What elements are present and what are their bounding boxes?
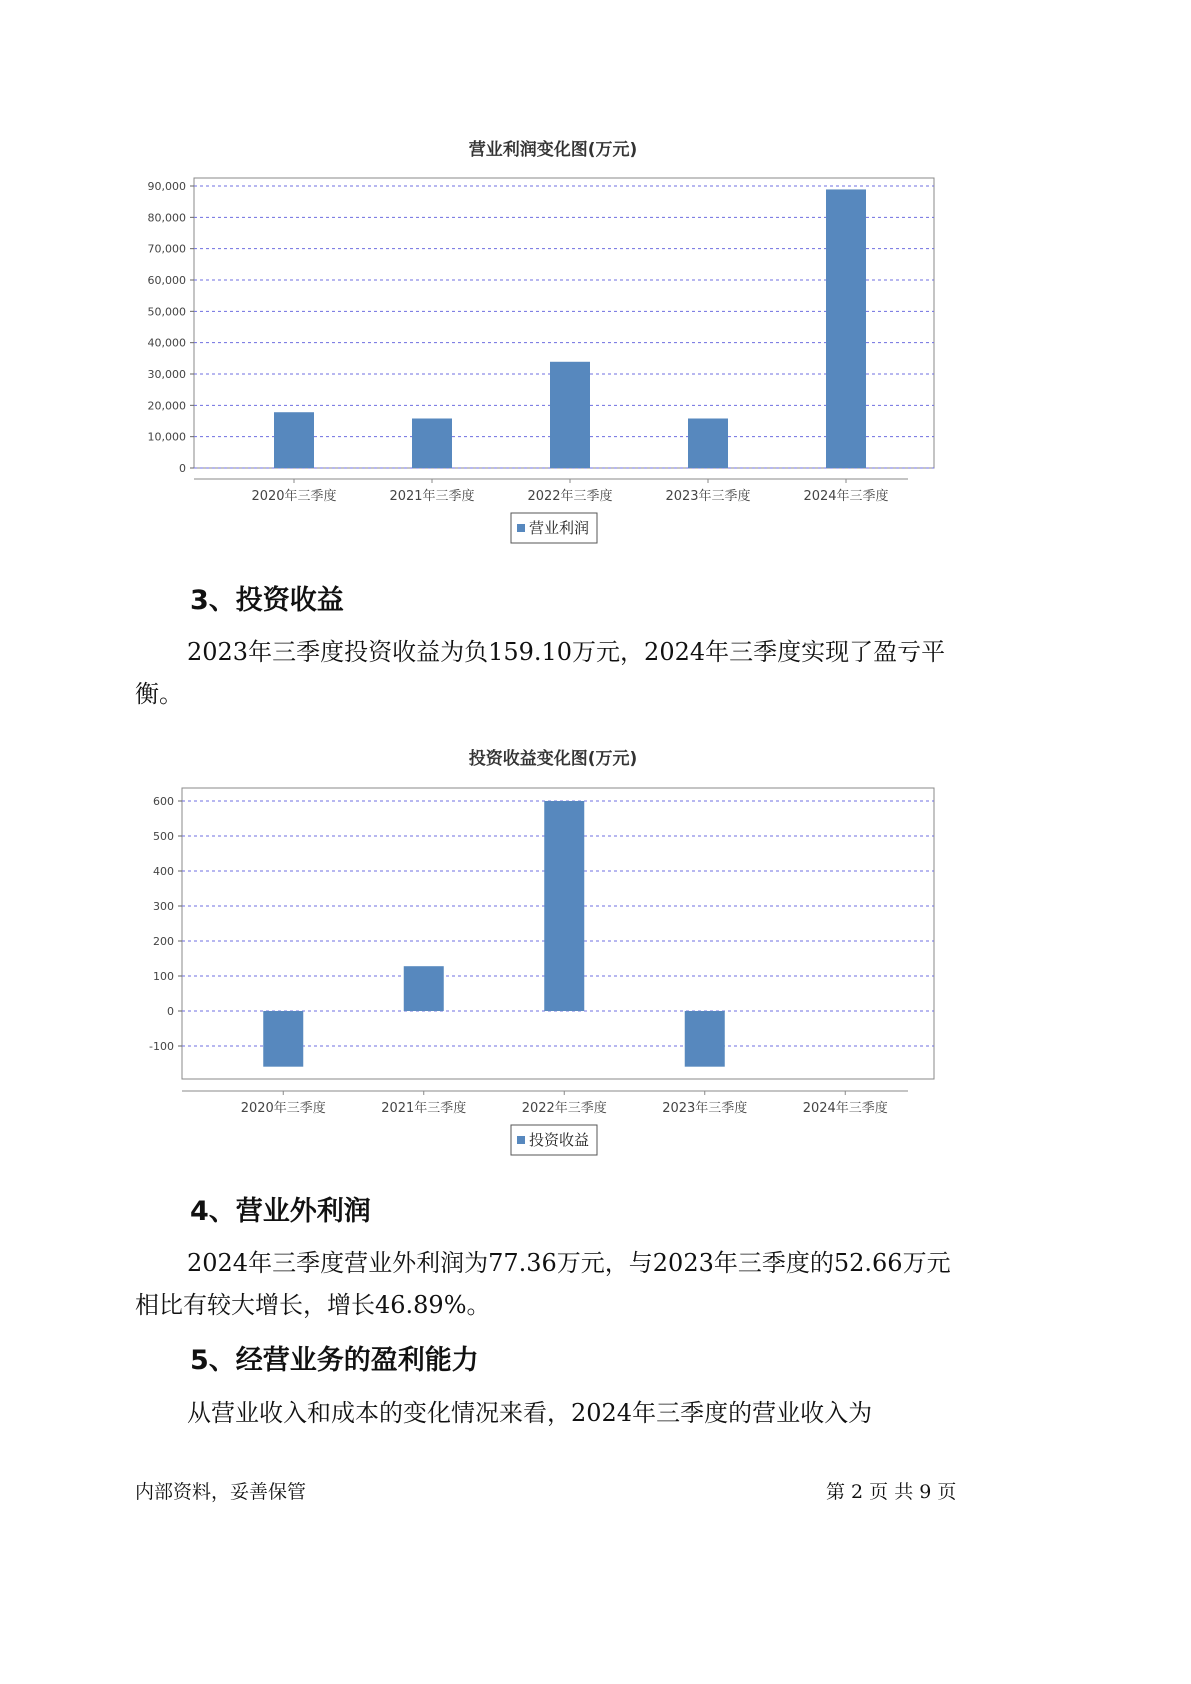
x-tick-label: 2020年三季度 (251, 489, 337, 504)
x-tick-label: 2021年三季度 (381, 1101, 467, 1116)
legend-label: 营业利润 (529, 519, 590, 537)
legend-swatch (517, 524, 525, 532)
bar (685, 1011, 725, 1067)
y-tick-label: -100 (149, 1040, 174, 1053)
section-3-paragraph-line2: 衡。 (135, 680, 183, 708)
y-tick-label: 500 (153, 830, 174, 843)
bar (688, 418, 728, 468)
chart-title: 营业利润变化图(万元) (468, 140, 638, 160)
x-tick-label: 2024年三季度 (802, 1101, 888, 1116)
bar (550, 362, 590, 468)
y-tick-label: 90,000 (147, 180, 186, 193)
legend-label: 投资收益 (529, 1131, 590, 1149)
chart-title: 投资收益变化图(万元) (468, 749, 638, 769)
section-4-paragraph-line2: 相比有较大增长，增长46.89%。 (135, 1291, 491, 1319)
investment-income-chart (0, 600, 1191, 1200)
x-tick-label: 2023年三季度 (665, 489, 751, 504)
legend-swatch (517, 1136, 525, 1144)
bar (544, 801, 584, 1011)
section-5-paragraph-line1: 从营业收入和成本的变化情况来看，2024年三季度的营业收入为 (187, 1399, 873, 1427)
operating-profit-chart (0, 0, 1191, 600)
y-tick-label: 10,000 (147, 430, 186, 444)
bar (826, 189, 866, 468)
bar (263, 1011, 303, 1067)
x-tick-label: 2022年三季度 (521, 1101, 607, 1116)
bar (412, 418, 452, 468)
investment-income-chart-svg (0, 600, 1191, 1200)
section-4-paragraph-line1: 2024年三季度营业外利润为77.36万元，与2023年三季度的52.66万元 (187, 1249, 951, 1277)
x-tick-label: 2021年三季度 (389, 489, 475, 504)
y-tick-label: 40,000 (147, 336, 186, 350)
x-tick-label: 2023年三季度 (662, 1101, 748, 1116)
y-tick-label: 70,000 (147, 242, 186, 256)
x-tick-label: 2022年三季度 (527, 489, 613, 504)
y-tick-label: 50,000 (147, 305, 186, 319)
y-tick-label: 100 (153, 970, 174, 983)
y-tick-label: 400 (153, 865, 174, 878)
footer-left: 内部资料，妥善保管 (135, 1481, 307, 1503)
operating-profit-chart-svg (0, 0, 1191, 600)
y-tick-label: 60,000 (147, 274, 186, 287)
section-5-heading: 5、经营业务的盈利能力 (190, 1345, 479, 1376)
x-tick-label: 2020年三季度 (240, 1101, 326, 1116)
bar (404, 966, 444, 1011)
y-tick-label: 30,000 (147, 368, 186, 381)
y-tick-label: 200 (153, 935, 174, 948)
y-tick-label: 80,000 (147, 211, 186, 225)
section-3-heading: 3、投资收益 (190, 585, 344, 616)
bar (274, 412, 314, 468)
y-tick-label: 20,000 (147, 399, 186, 413)
section-4-heading: 4、营业外利润 (190, 1196, 371, 1227)
footer-page-number: 第 2 页 共 9 页 (826, 1481, 957, 1503)
section-3-paragraph-line1: 2023年三季度投资收益为负159.10万元，2024年三季度实现了盈亏平 (187, 638, 946, 666)
y-tick-label: 300 (153, 900, 174, 913)
y-tick-label: 600 (153, 795, 174, 808)
y-tick-label: 0 (179, 462, 186, 475)
y-tick-label: 0 (167, 1005, 174, 1018)
x-tick-label: 2024年三季度 (803, 489, 889, 504)
